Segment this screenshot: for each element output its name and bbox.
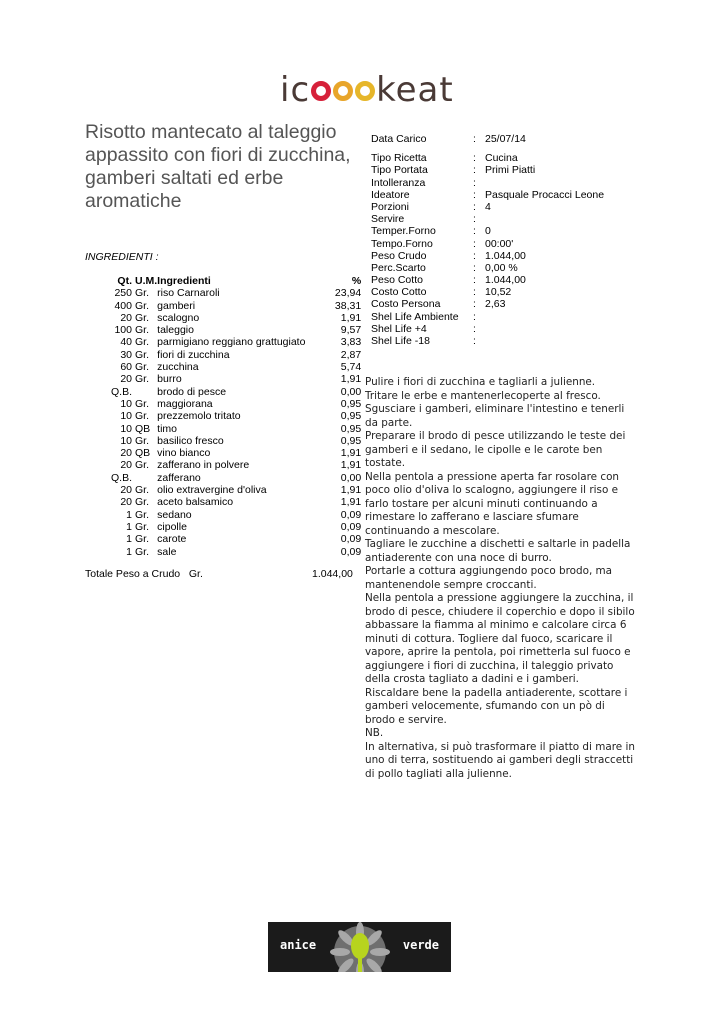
ingredient-row bbox=[100, 300, 361, 312]
meta-value: 1.044,00 bbox=[485, 249, 526, 262]
ingredient-name: zafferano bbox=[157, 471, 201, 484]
meta-separator: : bbox=[473, 335, 476, 347]
instruction-paragraph: Riscaldare bene la padella antiaderente, scottare i gamberi velocemente, sfumando con un pò di brodo e servire. bbox=[365, 686, 628, 726]
ingredient-row bbox=[100, 373, 361, 385]
meta-key: Peso Crudo bbox=[371, 249, 427, 262]
ingredient-qty: 20 bbox=[120, 373, 132, 386]
ingredient-row bbox=[100, 398, 361, 410]
ingredient-name: zafferano in polvere bbox=[157, 459, 250, 472]
ingredient-qty: 1 bbox=[126, 545, 132, 558]
meta-key: Perc.Scarto bbox=[371, 261, 426, 274]
meta-key: Data Carico bbox=[371, 133, 427, 145]
meta-separator: : bbox=[473, 152, 476, 165]
icookeat-logo bbox=[280, 70, 454, 110]
ingredient-row bbox=[100, 386, 361, 398]
ingredient-qty: 250 bbox=[114, 287, 132, 300]
instruction-paragraph: Tritare le erbe e mantenerlecoperte al fresco. bbox=[365, 389, 601, 402]
ingredient-unit: QB bbox=[135, 422, 151, 435]
meta-value: Pasquale Procacci Leone bbox=[485, 188, 605, 201]
ingredient-unit: Gr. bbox=[135, 299, 150, 312]
ingredient-unit: Gr. bbox=[135, 459, 150, 472]
header-percent: % bbox=[351, 275, 362, 287]
ingredient-qty: 60 bbox=[120, 361, 132, 374]
ingredient-qty: 40 bbox=[120, 336, 132, 349]
ingredient-unit: Gr. bbox=[135, 361, 150, 374]
ingredient-qty: 1 bbox=[126, 533, 132, 546]
instruction-paragraph: In alternativa, si può trasformare il piatto di mare in uno di terra, sostituendo ai gamberi degli straccetti di pollo tagliati alla julienne. bbox=[365, 740, 635, 780]
logo-text-start: ic bbox=[280, 70, 311, 110]
footer-word-left: anice bbox=[280, 938, 317, 952]
ingredient-percent: 1,91 bbox=[340, 459, 362, 472]
ingredient-name: timo bbox=[157, 422, 178, 435]
meta-value: 0,00 % bbox=[485, 261, 518, 274]
ingredient-name: sedano bbox=[157, 508, 192, 521]
ingredient-row bbox=[100, 423, 361, 435]
instruction-paragraph: Nella pentola a pressione aperta far rosolare con poco olio d'oliva lo scalogno, aggiungere il riso e farlo tostare per alcuni minuti continuando a rimestare lo zafferano e lasciare sfumare continuando a mescolare. bbox=[365, 470, 620, 537]
meta-separator: : bbox=[473, 322, 476, 335]
star-anise-icon bbox=[328, 922, 392, 972]
meta-separator: : bbox=[473, 261, 476, 274]
meta-value: 0 bbox=[485, 225, 491, 238]
ingredients-table bbox=[100, 275, 361, 558]
footer-word-right: verde bbox=[402, 938, 439, 952]
ingredients-header-row bbox=[100, 275, 361, 287]
ingredient-name: taleggio bbox=[157, 324, 194, 337]
ingredient-name: fiori di zucchina bbox=[157, 348, 230, 361]
ingredient-qty: 20 bbox=[120, 459, 132, 472]
ingredient-qty: 10 bbox=[120, 410, 132, 423]
ingredient-unit: Gr. bbox=[135, 434, 150, 447]
ingredient-percent: 0,00 bbox=[340, 385, 362, 398]
ingredient-percent: 1,91 bbox=[340, 484, 362, 497]
ingredient-percent: 0,95 bbox=[340, 422, 362, 435]
meta-separator: : bbox=[473, 274, 476, 287]
ingredient-name: olio extravergine d'oliva bbox=[157, 484, 267, 497]
ingredient-percent: 9,57 bbox=[340, 324, 362, 337]
meta-separator: : bbox=[473, 237, 476, 250]
logo-rings bbox=[310, 72, 376, 112]
ingredient-name: basilico fresco bbox=[157, 434, 224, 447]
ingredient-percent: 0,09 bbox=[340, 533, 362, 546]
meta-value: 25/07/14 bbox=[485, 133, 526, 145]
ingredient-qty: 20 bbox=[120, 447, 132, 460]
instruction-paragraph: Sgusciare i gamberi, eliminare l'intestino e tenerli da parte. bbox=[365, 403, 625, 429]
ingredient-name: vino bianco bbox=[157, 447, 211, 460]
ingredient-percent: 0,09 bbox=[340, 508, 362, 521]
ingredient-qty: 20 bbox=[120, 311, 132, 324]
meta-value: Cucina bbox=[485, 152, 518, 165]
meta-key: Costo Persona bbox=[371, 298, 441, 311]
meta-separator: : bbox=[473, 225, 476, 238]
instruction-paragraph: Preparare il brodo di pesce utilizzando le teste dei gamberi e il sedano, le cipolle e le carote ben tostate. bbox=[365, 430, 626, 469]
meta-key: Tipo Ricetta bbox=[371, 152, 427, 165]
ingredient-qty: 10 bbox=[120, 434, 132, 447]
ingredient-percent: 3,83 bbox=[340, 336, 362, 349]
header-um: U.M. bbox=[135, 275, 158, 287]
meta-separator: : bbox=[473, 286, 476, 299]
ingredient-unit: Gr. bbox=[135, 410, 150, 423]
meta-key: Peso Cotto bbox=[371, 274, 423, 287]
ingredient-qty: 1 bbox=[126, 508, 132, 521]
ingredient-unit: Gr. bbox=[135, 496, 150, 509]
ingredient-name: cipolle bbox=[157, 520, 187, 533]
meta-value: 4 bbox=[485, 200, 491, 213]
meta-key: Ideatore bbox=[371, 188, 410, 201]
ingredient-name: sale bbox=[157, 545, 177, 558]
ingredient-row bbox=[100, 349, 361, 361]
ingredient-name: gamberi bbox=[157, 299, 196, 312]
ingredient-percent: 0,95 bbox=[340, 410, 362, 423]
ingredient-qty: 10 bbox=[120, 397, 132, 410]
ingredients-body bbox=[100, 287, 361, 558]
meta-value: Primi Piatti bbox=[485, 164, 536, 177]
ingredient-row bbox=[100, 312, 361, 324]
meta-separator: : bbox=[473, 298, 476, 311]
ingredient-name: prezzemolo tritato bbox=[157, 410, 241, 423]
meta-value: 2,63 bbox=[485, 298, 506, 311]
ingredient-qty: 10 bbox=[120, 422, 132, 435]
ingredient-name: scalogno bbox=[157, 311, 200, 324]
meta-separator: : bbox=[473, 133, 476, 145]
ingredient-row bbox=[100, 459, 361, 471]
instruction-paragraph: Tagliare le zucchine a dischetti e saltarle in padella antiaderente con una noce di burro. bbox=[365, 538, 631, 564]
ingredient-name: aceto balsamico bbox=[157, 496, 234, 509]
instruction-paragraph: Nella pentola a pressione aggiungere la zucchina, il brodo di pesce, chiudere il coperchio e dopo il sibilo abbassare la fiamma al minimo e calcolare circa 6 minuti di cottura. Togliere dal fuoco, scaricare il vapore, aprire la pentola, poi rimetterla sul fuoco e aggiungere i fiori di zucchina, il taleggio privato della crosta tagliato a dadini e i gamberi. bbox=[365, 592, 635, 685]
ingredient-percent: 0,95 bbox=[340, 434, 362, 447]
meta-value: 1.044,00 bbox=[485, 274, 526, 287]
ingredient-name: maggiorana bbox=[157, 397, 213, 410]
recipe-title: Risotto mantecato al taleggio appassito con fiori di zucchina, gamberi saltati ed erbe aromatiche bbox=[85, 121, 351, 212]
ingredient-name: parmigiano reggiano grattugiato bbox=[157, 336, 306, 349]
ingredient-row bbox=[100, 484, 361, 496]
meta-key: Costo Cotto bbox=[371, 286, 427, 299]
ingredient-name: riso Carnaroli bbox=[157, 287, 220, 300]
total-raw-weight bbox=[85, 568, 353, 580]
anice-verde-logo bbox=[268, 922, 451, 972]
ingredient-row bbox=[100, 533, 361, 545]
ingredient-unit bbox=[135, 472, 157, 484]
ingredient-qty: 30 bbox=[120, 348, 132, 361]
ingredient-unit: Gr. bbox=[135, 397, 150, 410]
meta-separator: : bbox=[473, 249, 476, 262]
header-qt: Qt. bbox=[117, 275, 132, 287]
ingredient-percent: 1,91 bbox=[340, 311, 362, 324]
ingredient-qty: Q.B. bbox=[110, 385, 132, 398]
ingredient-name: zucchina bbox=[157, 361, 199, 374]
meta-key: Shel Life -18 bbox=[371, 335, 430, 347]
total-label: Totale Peso a Crudo Gr. bbox=[85, 568, 203, 580]
ingredient-percent: 0,00 bbox=[340, 471, 362, 484]
meta-value: 10,52 bbox=[485, 286, 512, 299]
ingredient-row bbox=[100, 472, 361, 484]
ingredient-name: carote bbox=[157, 533, 187, 546]
ingredient-qty: 100 bbox=[114, 324, 132, 337]
meta-key: Shel Life +4 bbox=[371, 322, 427, 335]
ingredient-percent: 0,09 bbox=[340, 520, 362, 533]
ingredient-unit: Gr. bbox=[135, 287, 150, 300]
ingredient-unit: Gr. bbox=[135, 533, 150, 546]
ingredient-unit: Gr. bbox=[135, 348, 150, 361]
ingredient-percent: 23,94 bbox=[334, 287, 362, 300]
instruction-paragraph: Pulire i fiori di zucchina e tagliarli a julienne. bbox=[365, 376, 596, 388]
ingredient-row bbox=[100, 410, 361, 422]
meta-key: Tempo.Forno bbox=[371, 237, 433, 250]
meta-separator: : bbox=[473, 200, 476, 213]
ingredient-unit: Gr. bbox=[135, 336, 150, 349]
meta-separator: : bbox=[473, 188, 476, 201]
ingredient-qty: 1 bbox=[126, 520, 132, 533]
ingredient-unit: Gr. bbox=[135, 311, 150, 324]
ingredient-unit: Gr. bbox=[135, 484, 150, 497]
ingredient-percent: 38,31 bbox=[334, 299, 362, 312]
meta-separator: : bbox=[473, 310, 476, 323]
meta-key: Servire bbox=[371, 213, 405, 226]
ingredient-percent: 0,09 bbox=[340, 545, 362, 558]
ingredient-percent: 5,74 bbox=[340, 361, 362, 374]
ingredient-qty: 20 bbox=[120, 496, 132, 509]
ingredient-row bbox=[100, 361, 361, 373]
ingredient-row bbox=[100, 435, 361, 447]
ingredient-percent: 2,87 bbox=[340, 348, 362, 361]
ingredient-name: brodo di pesce bbox=[157, 385, 227, 398]
instruction-paragraph: NB. bbox=[365, 727, 384, 739]
ingredient-row bbox=[100, 546, 361, 558]
ingredient-row bbox=[100, 521, 361, 533]
ingredient-percent: 0,95 bbox=[340, 397, 362, 410]
meta-key: Temper.Forno bbox=[371, 225, 436, 238]
header-ingredients: Ingredienti bbox=[157, 275, 211, 287]
ingredient-unit: QB bbox=[135, 447, 151, 460]
meta-separator: : bbox=[473, 213, 476, 226]
instruction-paragraph: Portarle a cottura aggiungendo poco brodo, ma mantenendole sempre croccanti. bbox=[365, 565, 613, 591]
ingredient-unit: Gr. bbox=[135, 520, 150, 533]
meta-key: Intolleranza bbox=[371, 176, 426, 189]
ingredient-row bbox=[100, 336, 361, 348]
ingredient-qty: 20 bbox=[120, 484, 132, 497]
ingredient-qty: 400 bbox=[114, 299, 132, 312]
ingredient-unit: Gr. bbox=[135, 373, 150, 386]
ingredient-unit: Gr. bbox=[135, 324, 150, 337]
ingredient-name: burro bbox=[157, 373, 182, 386]
ingredients-label: INGREDIENTI : bbox=[85, 251, 159, 263]
total-value: 1.044,00 bbox=[312, 568, 353, 580]
ingredient-unit: Gr. bbox=[135, 545, 150, 558]
meta-value: 00:00' bbox=[485, 237, 514, 250]
meta-separator: : bbox=[473, 164, 476, 177]
ingredient-percent: 1,91 bbox=[340, 447, 362, 460]
meta-key: Porzioni bbox=[371, 200, 409, 213]
meta-key: Shel Life Ambiente bbox=[371, 310, 459, 323]
ingredient-row bbox=[100, 509, 361, 521]
ingredient-unit bbox=[135, 386, 157, 398]
instructions bbox=[365, 376, 637, 781]
ingredient-row bbox=[100, 287, 361, 299]
ingredient-percent: 1,91 bbox=[340, 496, 362, 509]
ingredient-row bbox=[100, 324, 361, 336]
ingredient-percent: 1,91 bbox=[340, 373, 362, 386]
ingredient-row bbox=[100, 496, 361, 508]
meta-separator: : bbox=[473, 176, 476, 189]
ingredient-unit: Gr. bbox=[135, 508, 150, 521]
ingredient-qty: Q.B. bbox=[110, 471, 132, 484]
meta-key: Tipo Portata bbox=[371, 164, 428, 177]
ingredient-row bbox=[100, 447, 361, 459]
logo-text-end: keat bbox=[376, 70, 454, 110]
